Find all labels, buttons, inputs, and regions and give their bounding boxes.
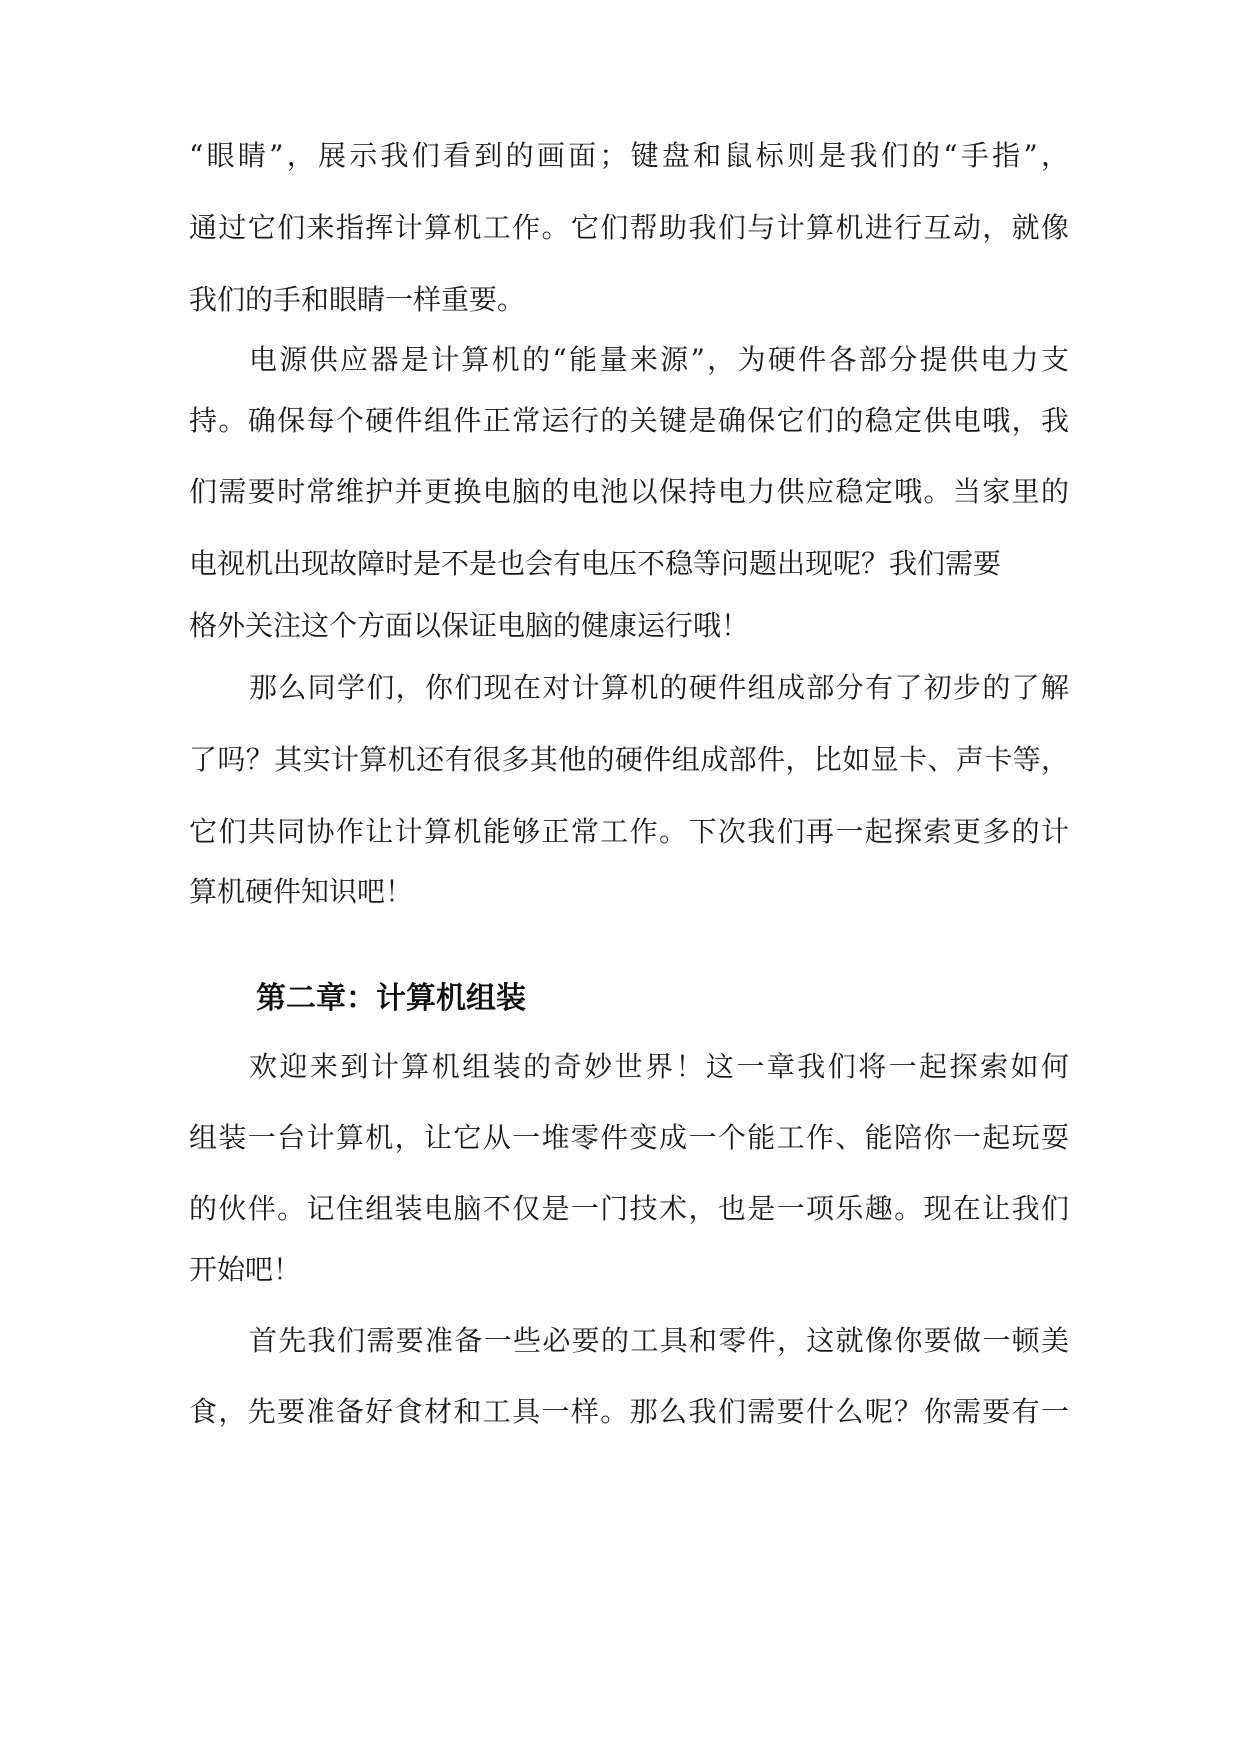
chapter-paragraph-1-line-2: 组装一台计算机，让它从一堆零件变成一个能工作、能陪你一起玩耍 <box>189 1121 1069 1154</box>
paragraph-3-line-1: 那么同学们，你们现在对计算机的硬件组成部分有了初步的了解 <box>249 671 1069 704</box>
chapter-paragraph-1-line-1: 欢迎来到计算机组装的奇妙世界！这一章我们将一起探索如何 <box>249 1050 1069 1083</box>
paragraph-1-line-1: “眼睛”，展示我们看到的画面；键盘和鼠标则是我们的“手指”， <box>189 139 1069 172</box>
paragraph-1-line-2: 通过它们来指挥计算机工作。它们帮助我们与计算机进行互动，就像 <box>189 211 1069 244</box>
paragraph-1-line-3: 我们的手和眼睛一样重要。 <box>189 283 526 316</box>
paragraph-3-line-3: 它们共同协作让计算机能够正常工作。下次我们再一起探索更多的计 <box>189 815 1069 848</box>
paragraph-2-line-2: 持。确保每个硬件组件正常运行的关键是确保它们的稳定供电哦，我 <box>189 404 1069 437</box>
chapter-heading: 第二章：计算机组装 <box>256 981 526 1016</box>
chapter-paragraph-1-line-3: 的伙伴。记住组装电脑不仅是一门技术，也是一项乐趣。现在让我们 <box>189 1192 1069 1225</box>
paragraph-3-line-4: 算机硬件知识吧！ <box>189 875 414 908</box>
paragraph-2-line-4: 电视机出现故障时是不是也会有电压不稳等问题出现呢？我们需要 <box>189 547 1002 580</box>
chapter-paragraph-1-line-4: 开始吧！ <box>189 1253 302 1286</box>
paragraph-2-line-5: 格外关注这个方面以保证电脑的健康运行哦！ <box>189 609 750 642</box>
chapter-paragraph-2-line-2: 食，先要准备好食材和工具一样。那么我们需要什么呢？你需要有一 <box>189 1395 1069 1428</box>
paragraph-2-line-1: 电源供应器是计算机的“能量来源”，为硬件各部分提供电力支 <box>249 343 1069 376</box>
chapter-paragraph-2-line-1: 首先我们需要准备一些必要的工具和零件，这就像你要做一顿美 <box>249 1324 1069 1357</box>
paragraph-2-line-3: 们需要时常维护并更换电脑的电池以保持电力供应稳定哦。当家里的 <box>189 475 1069 508</box>
paragraph-3-line-2: 了吗？其实计算机还有很多其他的硬件组成部件，比如显卡、声卡等， <box>189 743 1069 776</box>
